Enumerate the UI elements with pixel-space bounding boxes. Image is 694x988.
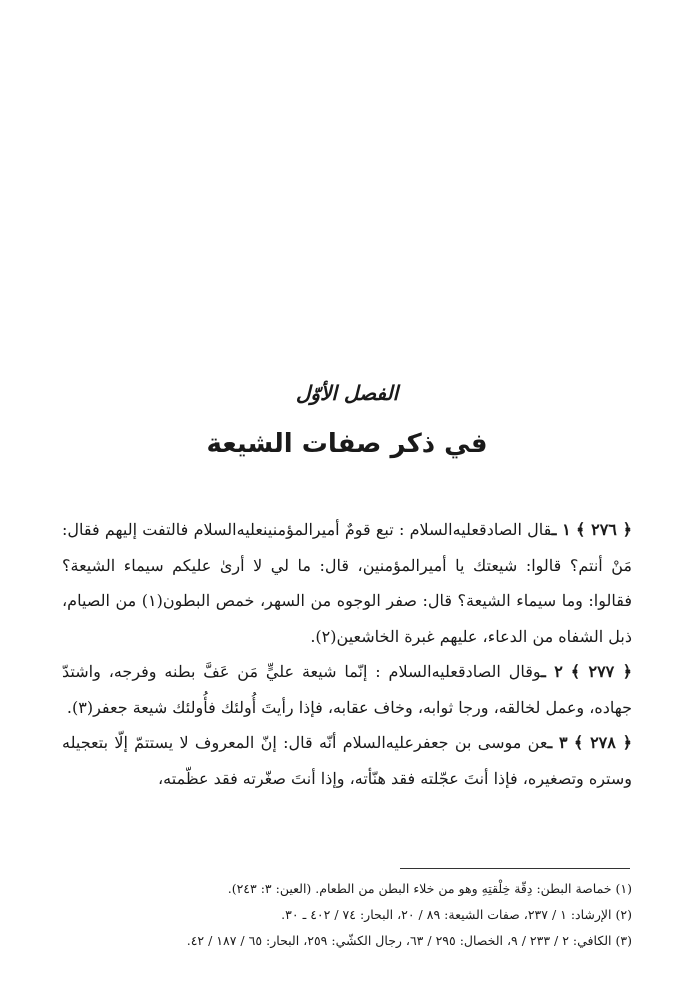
hadith-list bbox=[62, 512, 632, 796]
hadith-paragraph bbox=[62, 512, 632, 654]
hadith-text: وقال الصادقعليه‌السلام : إنّما شيعة عليٍّ مَن عَفَّ بطنه وفرجه، واشتدّ جهاده، وعمل لخالقه، ورجا ثوابه، وخاف عقابه، فإذا رأيتَ أُولئك فأُولئك شيعة جعفر(٣). bbox=[62, 662, 632, 717]
hadith-sequence: ٢ ـ bbox=[541, 662, 563, 681]
chapter-heading: الفصل الأوّل bbox=[295, 381, 399, 405]
footnote-divider bbox=[400, 868, 630, 869]
hadith-paragraph bbox=[62, 654, 632, 725]
hadith-text: قال الصادقعليه‌السلام : تبع قومٌ أميرالمؤمنينعليه‌السلام فالتفت إليهم فقال: مَنْ أنتم؟ قالوا: شيعتك يا أميرالمؤمنين، قال: ما لي لا أرىٰ عليكم سيماء الشيعة؟ فقالوا: وما سيماء الشيعة؟ قال: صفر الوجوه من السهر، خمص البطون(١) من الصيام، ذبل الشفاه من الدعاء، عليهم غبرة الخاشعين(٢). bbox=[62, 520, 632, 646]
chapter-title: في ذكر صفات الشيعة bbox=[206, 429, 488, 459]
hadith-number: ﴿ ٢٧٨ ﴾ bbox=[573, 733, 632, 752]
hadith-paragraph bbox=[62, 725, 632, 796]
hadith-text: عن موسى بن جعفرعليه‌السلام أنّه قال: إنّ المعروف لا يستتمّ إلّا بتعجيله وستره وتصغيره، فإذا أنتَ عجّلته فقد هنّأته، وإذا أنتَ صغّرته فقد عظّمته، bbox=[62, 733, 632, 788]
footnote: (٣) الكافي: ٢ / ٢٣٣ / ٩، الخصال: ٢٩٥ / ٦٣، رجال الكشّي: ٢٥٩، البحار: ٦٥ / ١٨٧ / ٤٢. bbox=[186, 933, 632, 948]
hadith-number: ﴿ ٢٧٦ ﴾ bbox=[576, 520, 632, 539]
footnote: (٢) الإرشاد: ١ / ٢٣٧، صفات الشيعة: ٨٩ / ٢٠، البحار: ٧٤ / ٤٠٢ ـ ٣٠. bbox=[281, 907, 632, 922]
footnotes bbox=[62, 876, 632, 954]
hadith-number: ﴿ ٢٧٧ ﴾ bbox=[570, 662, 632, 681]
hadith-sequence: ٣ ـ bbox=[547, 733, 568, 752]
footnote: (١) خماصة البطن: دِقّة خِلْقتِهِ وهو من خلاء البطن من الطعام. (العين: ٣: ٢٤٣). bbox=[227, 881, 632, 896]
hadith-sequence: ١ ـ bbox=[551, 520, 571, 539]
